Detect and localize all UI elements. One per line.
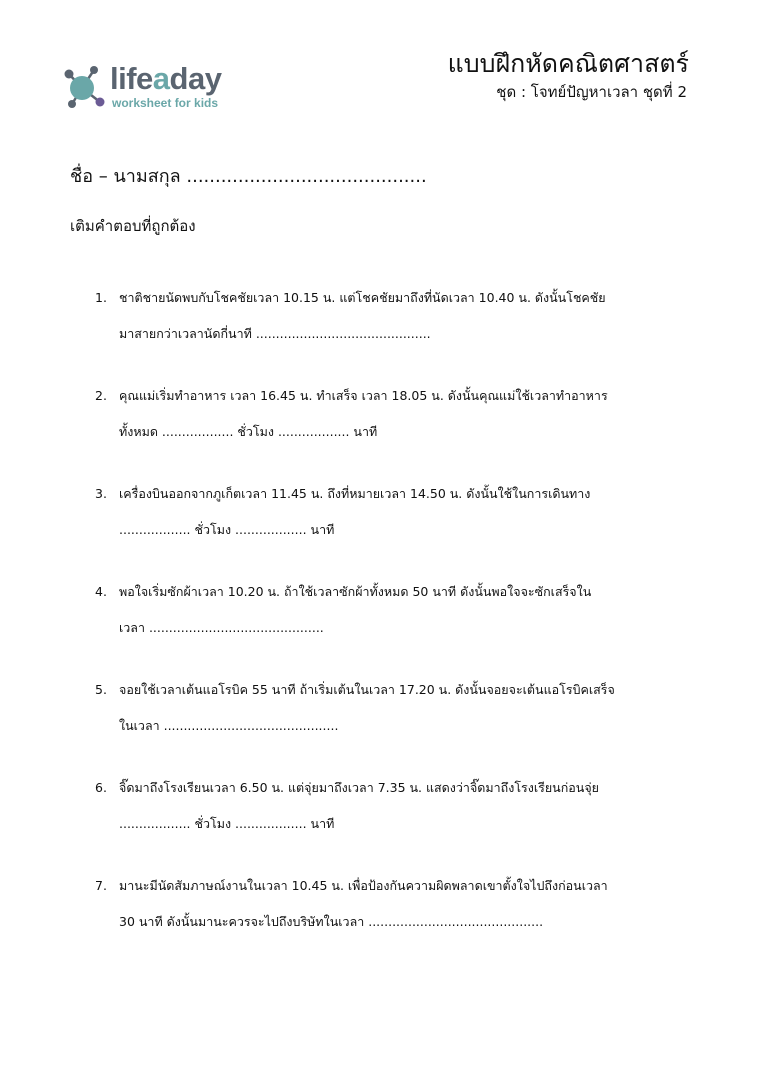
question-number: 3. — [95, 486, 107, 501]
logo-wordmark: lifeaday — [110, 61, 222, 96]
question-text-line-1: จิ๊ดมาถึงโรงเรียนเวลา 6.50 น. แต่จุ่ยมาถึงเวลา 7.35 น. แสดงว่าจิ๊ดมาถึงโรงเรียนก่อนจุ่ย — [119, 780, 599, 795]
question-item — [95, 868, 705, 940]
question-item — [95, 574, 705, 646]
lifeaday-logo — [60, 60, 250, 112]
worksheet-subtitle: ชุด : โจทย์ปัญหาเวลา ชุดที่ 2 — [496, 83, 687, 101]
logo-tagline: worksheet for kids — [112, 96, 219, 110]
question-number: 5. — [95, 682, 107, 697]
question-text-line-1: คุณแม่เริ่มทำอาหาร เวลา 16.45 น. ทำเสร็จ เวลา 18.05 น. ดังนั้นคุณแม่ใช้เวลาทำอาหาร — [119, 388, 608, 403]
name-field-line: ชื่อ – นามสกุล .......................................... — [70, 166, 427, 187]
question-text-line-1: จอยใช้เวลาเต้นแอโรบิค 55 นาที ถ้าเริ่มเต้นในเวลา 17.20 น. ดังนั้นจอยจะเต้นแอโรบิคเสร็จ — [119, 682, 615, 697]
instruction-text: เติมคำตอบที่ถูกต้อง — [70, 217, 196, 235]
molecule-logo-icon — [60, 60, 108, 112]
question-text-line-2: เวลา ............................................ — [119, 620, 324, 635]
question-number: 1. — [95, 290, 107, 305]
question-item — [95, 280, 705, 352]
question-item — [95, 672, 705, 744]
question-list — [95, 280, 705, 940]
question-item — [95, 770, 705, 842]
question-item — [95, 476, 705, 548]
question-text-line-2: .................. ชั่วโมง .................. นาที — [119, 522, 335, 537]
question-number: 7. — [95, 878, 107, 893]
question-number: 2. — [95, 388, 107, 403]
question-number: 6. — [95, 780, 107, 795]
question-text-line-1: พอใจเริ่มซักผ้าเวลา 10.20 น. ถ้าใช้เวลาซักผ้าทั้งหมด 50 นาที ดังนั้นพอใจจะซักเสร็จใน — [119, 584, 592, 599]
question-text-line-1: ชาติชายนัดพบกับโชคชัยเวลา 10.15 น. แต่โชคชัยมาถึงที่นัดเวลา 10.40 น. ดังนั้นโชคชัย — [119, 290, 606, 305]
question-text-line-2: .................. ชั่วโมง .................. นาที — [119, 816, 335, 831]
question-text-line-2: 30 นาที ดังนั้นมานะควรจะไปถึงบริษัทในเวลา ............................................ — [119, 914, 544, 929]
question-item — [95, 378, 705, 450]
question-text-line-1: เครื่องบินออกจากภูเก็ตเวลา 11.45 น. ถึงที่หมายเวลา 14.50 น. ดังนั้นใช้ในการเดินทาง — [119, 486, 591, 501]
question-text-line-2: มาสายกว่าเวลานัดกี่นาที ............................................ — [119, 326, 431, 341]
question-text-line-2: ในเวลา ............................................ — [119, 718, 339, 733]
worksheet-title: แบบฝึกหัดคณิตศาสตร์ — [447, 49, 689, 78]
question-number: 4. — [95, 584, 107, 599]
question-text-line-2: ทั้งหมด .................. ชั่วโมง .................. นาที — [119, 424, 378, 439]
question-text-line-1: มานะมีนัดสัมภาษณ์งานในเวลา 10.45 น. เพื่อป้องกันความผิดพลาดเขาตั้งใจไปถึงก่อนเวลา — [119, 878, 608, 893]
